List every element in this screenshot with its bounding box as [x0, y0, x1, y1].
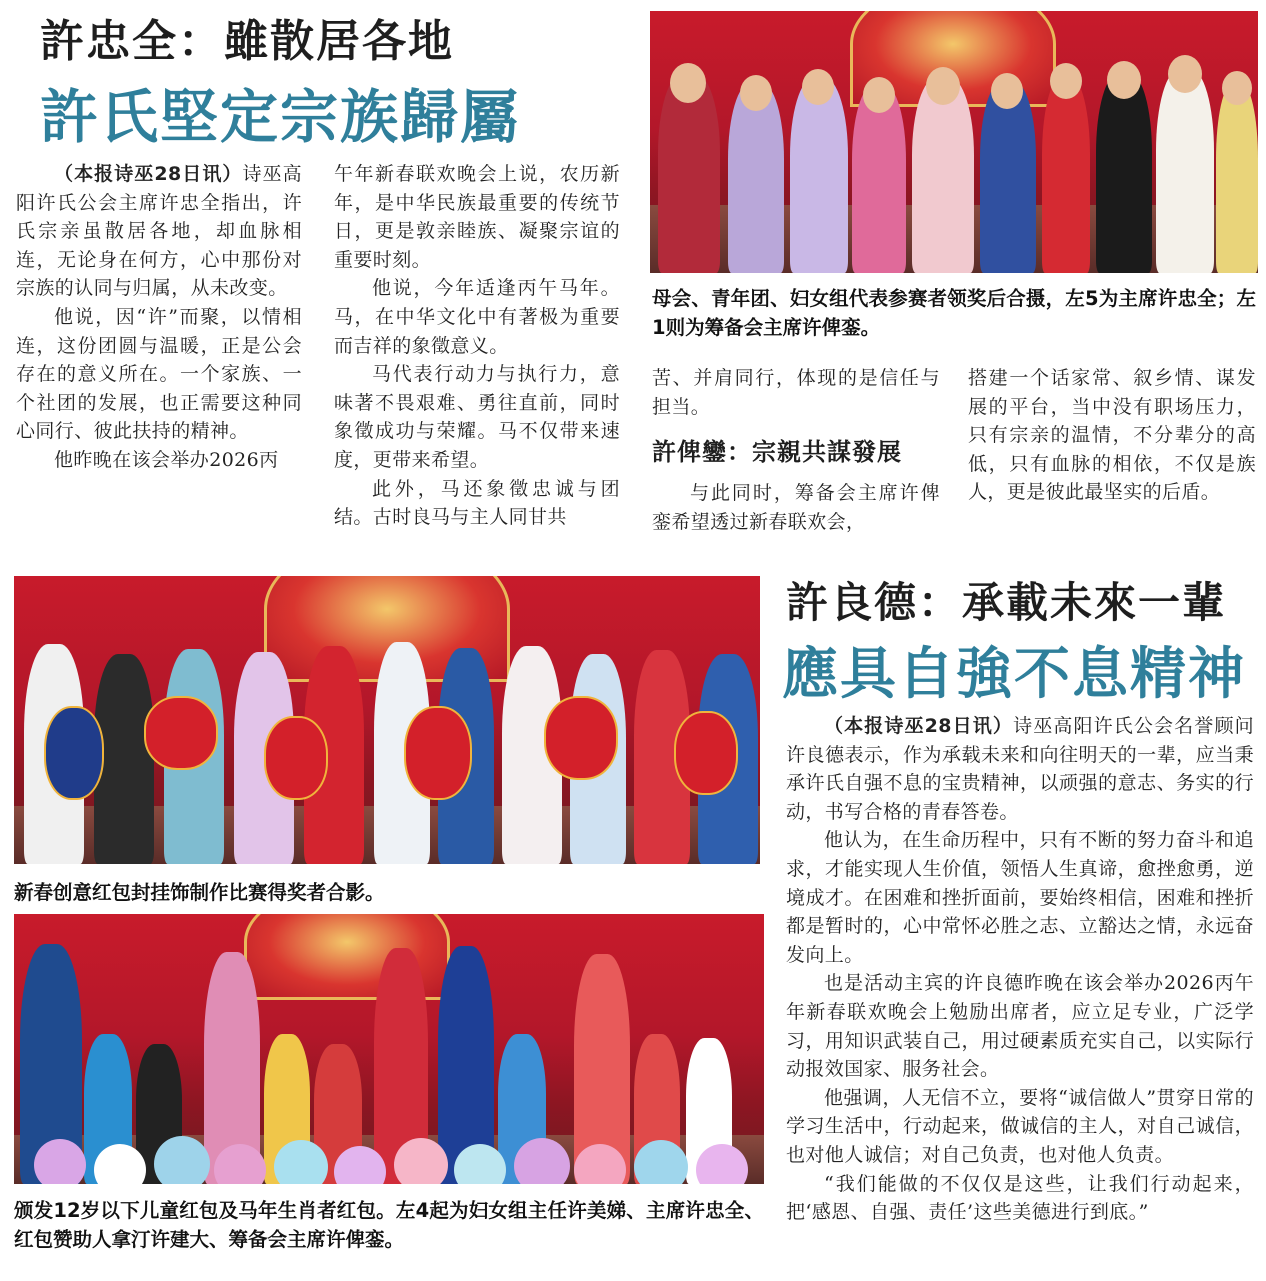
- article1-paragraph: （本报诗巫28日讯）诗巫高阳许氏公会主席许忠全指出，许氏宗亲虽散居各地，却血脉相连，无论身在何方，心中那份对宗族的认同与归属，从未改变。: [16, 163, 302, 300]
- person-figure: [1156, 69, 1214, 273]
- article1-paragraph: 他说，今年适逢丙午马年。马，在中华文化中有著极为重要而吉祥的象徵意义。: [334, 277, 620, 357]
- person-figure: [790, 78, 848, 273]
- person-figure: [658, 73, 720, 273]
- article2-paragraph: “我们能做的不仅仅是这些，让我们行动起来，把‘感恩、自强、责任’这些美德进行到底。”: [786, 1172, 1254, 1224]
- person-head: [1050, 63, 1082, 99]
- photo3-caption: 颁发12岁以下儿童红包及马年生肖者红包。左4起为妇女组主任许美娣、主席许忠全、红包赞助人拿汀许建大、筹备会主席许俾銮。: [14, 1199, 764, 1251]
- person-head: [926, 67, 960, 105]
- article2-headline: 應具自強不息精神: [782, 642, 1246, 707]
- photo2-caption: 新春创意红包封挂饰制作比赛得奖者合影。: [14, 881, 385, 904]
- person-head: [740, 75, 772, 111]
- article1-paragraph: 他说，因“许”而聚，以情相连，这份团圆与温暖，正是公会存在的意义所在。一个家族、一个社团的发展，也正需要这种同心同行、彼此扶持的精神。: [16, 305, 302, 443]
- balloon-decoration: [394, 1138, 448, 1184]
- article1-column-3: [652, 364, 940, 540]
- person-figure: [980, 81, 1036, 273]
- person-figure: [1042, 77, 1090, 273]
- person-head: [1107, 61, 1141, 99]
- article1-column-2: [334, 160, 620, 532]
- person-figure: [912, 77, 974, 273]
- lantern-decoration: [674, 711, 738, 795]
- article1-paragraph: 苦、并肩同行，体现的是信任与担当。: [652, 367, 940, 418]
- article1-subhead: 許俾鑾：宗親共謀發展: [652, 438, 902, 467]
- article1-column-4: [968, 364, 1256, 540]
- balloon-decoration: [154, 1136, 210, 1184]
- article1-paragraph: 与此同时，筹备会主席许俾銮希望透过新春联欢会，: [652, 482, 940, 533]
- person-head: [670, 63, 706, 103]
- person-figure: [1096, 73, 1152, 273]
- lantern-decoration: [264, 716, 328, 800]
- article1-paragraph: 他昨晚在该会举办2026丙: [54, 448, 279, 471]
- lantern-decoration: [144, 696, 218, 770]
- balloon-decoration: [34, 1139, 86, 1184]
- article2-paragraph: （本报诗巫28日讯）诗巫高阳许氏公会名誉顾问许良德表示，作为承载未来和向往明天的一辈，应当秉承许氏自强不息的宝贵精神，以顽强的意志、务实的行动，书写合格的青春答卷。: [786, 715, 1254, 823]
- article2-paragraph: 也是活动主宾的许良德昨晚在该会举办2026丙午年新春联欢晚会上勉励出席者，应立足专业，广泛学习，用知识武装自己，用过硬素质充实自己，以实际行动报效国家、服务社会。: [786, 972, 1254, 1081]
- article1-paragraph: 午年新春联欢晚会上说，农历新年，是中华民族最重要的传统节日，更是敦亲睦族、凝聚宗谊的重要时刻。: [334, 163, 620, 271]
- article1-paragraph: 搭建一个话家常、叙乡情、谋发展的平台，当中没有职场压力，只有宗亲的温情，不分辈分的高低，只有血脉的相依，不仅是族人，更是彼此最坚实的后盾。: [968, 367, 1256, 504]
- article2-column: [786, 712, 1254, 1272]
- article1-paragraph: 此外，马还象徵忠诚与团结。古时良马与主人同甘共: [334, 477, 620, 529]
- person-head: [1222, 71, 1252, 105]
- person-figure: [728, 83, 784, 273]
- article1-headline: 許氏堅定宗族歸屬: [40, 83, 521, 151]
- person-head: [802, 69, 834, 105]
- person-head: [863, 77, 895, 113]
- article2-paragraph: 他强调，人无信不立，要将“诚信做人”贯穿日常的学习生活中，行动起来，做诚信的主人，对自己诚信，也对他人诚信；对自己负责，也对他人负责。: [786, 1086, 1254, 1166]
- article1-column-1: [16, 160, 302, 532]
- children-red-packet-photo: [14, 914, 764, 1184]
- person-head: [991, 73, 1023, 109]
- article1-kicker: 許忠全：雖散居各地: [40, 16, 454, 67]
- award-group-photo: [650, 11, 1258, 273]
- red-packet-competition-photo: [14, 576, 760, 864]
- dateline: （本报诗巫28日讯）: [54, 163, 243, 185]
- person-figure: [1216, 83, 1258, 273]
- photo1-caption: 母会、青年团、妇女组代表参赛者领奖后合摄，左5为主席许忠全；左1则为筹备会主席许俾銮。: [652, 287, 1256, 339]
- person-figure: [852, 85, 906, 273]
- dateline: （本报诗巫28日讯）: [824, 715, 1014, 737]
- article2-paragraph: 他认为，在生命历程中，只有不断的努力奋斗和追求，才能实现人生价值，领悟人生真谛，愈挫愈勇，逆境成才。在困难和挫折面前，要始终相信，困难和挫折都是暂时的，心中常怀必胜之志、立豁达之情，永远奋发向上。: [786, 829, 1254, 966]
- person-head: [1168, 55, 1202, 93]
- lantern-decoration: [544, 696, 618, 780]
- lantern-decoration: [44, 706, 104, 800]
- lantern-decoration: [404, 706, 472, 800]
- article1-paragraph: 马代表行动力与执行力，意味著不畏艰难、勇往直前，同时象徵成功与荣耀。马不仅带来速度，更带来希望。: [334, 363, 620, 471]
- article2-kicker: 許良德：承載未來一輩: [786, 578, 1227, 627]
